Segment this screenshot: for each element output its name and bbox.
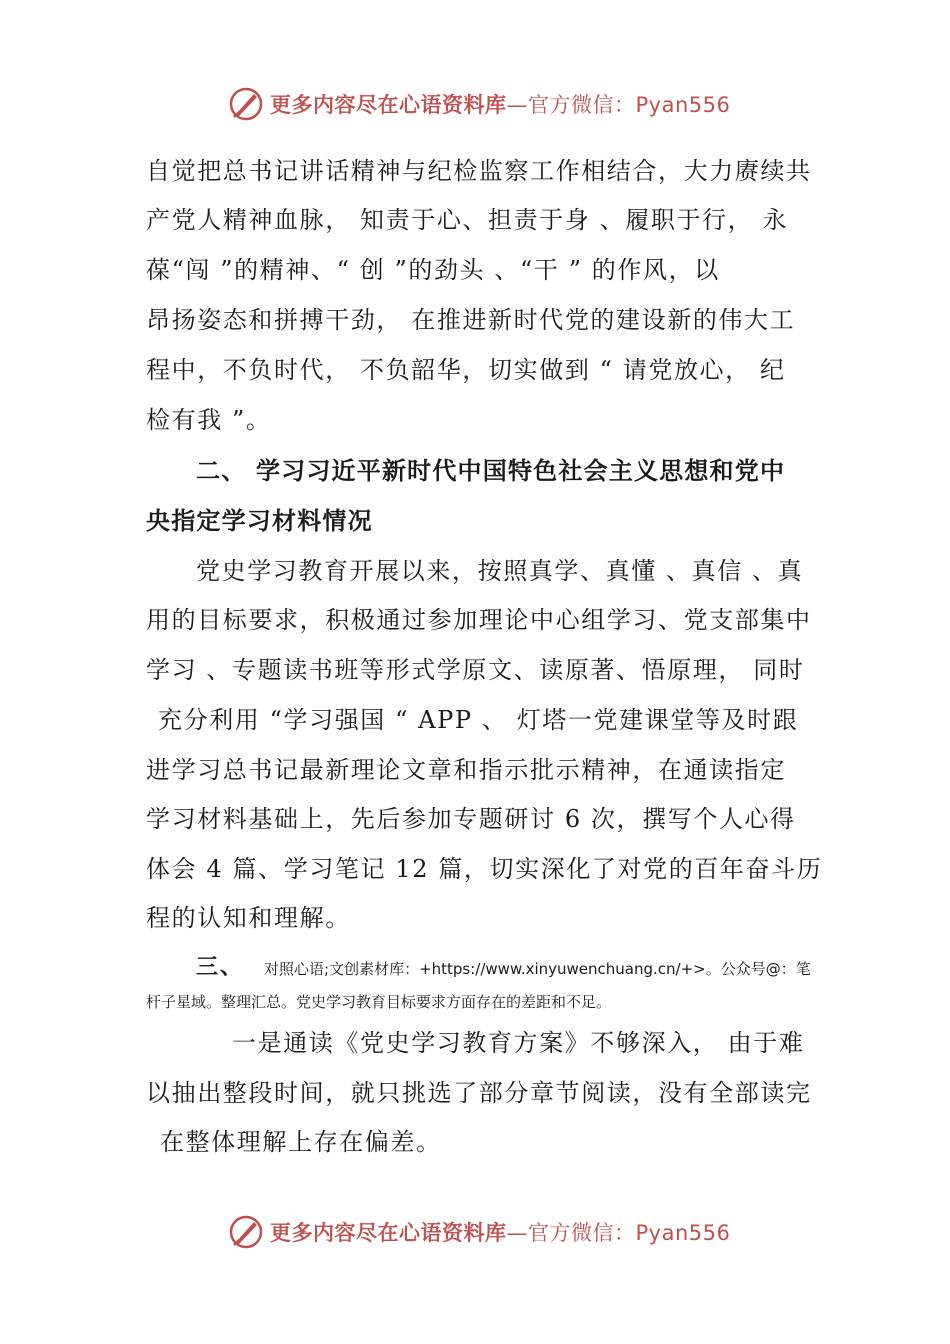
section3-body-line-2: 以抽出整段时间，就只挑选了部分章节阅读，没有全部读完: [146, 1079, 812, 1107]
header-banner: [228, 84, 748, 124]
section2-line-1: 党史学习教育开展以来，按照真学、真懂 、真信 、真: [196, 557, 804, 585]
body-line-1: 自觉把总书记讲话精神与纪检监察工作相结合，大力赓续共: [146, 157, 812, 185]
section3-label: 三、: [196, 955, 245, 980]
quill-logo-icon: [228, 86, 264, 122]
body-line-4: 昂扬姿态和拼搏干劲， 在推进新时代党的建设新的伟大工: [146, 306, 796, 334]
section2-line-5: 进学习总书记最新理论文章和指示批示精神，在通读指定: [146, 756, 786, 784]
body-line-5: 程中，不负时代， 不负韶华，切实做到 “ 请党放心， 纪: [146, 356, 786, 384]
footer-banner-text: [270, 1217, 730, 1247]
section3-small-line2: 杆子星域。整理汇总。党史学习教育目标要求方面存在的差距和不足。: [146, 993, 612, 1011]
footer-banner-title: 更多内容尽在心语资料库: [270, 1221, 507, 1245]
section2-heading-line1: 二、 学习习近平新时代中国特色社会主义思想和党中: [196, 457, 786, 485]
section3-line-1: [146, 955, 811, 980]
body-line-2: 产党人精神血脉， 知责于心、担责于身 、履职于行， 永: [146, 206, 789, 234]
body-line-6: 检有我 ”。: [146, 406, 272, 434]
section2-line-7: 体会 4 篇、学习笔记 12 篇，切实深化了对党的百年奋斗历: [146, 855, 823, 883]
section2-line-2: 用的目标要求，积极通过参加理论中心组学习、党支部集中: [146, 606, 812, 634]
section2-line-6: 学习材料基础上，先后参加专题研讨 6 次，撰写个人心得: [146, 805, 796, 833]
section2-heading-line2: 央指定学习材料情况: [146, 507, 373, 535]
footer-banner-dash: —: [506, 1221, 528, 1245]
header-banner-dash: —: [506, 93, 528, 117]
footer-banner: [228, 1212, 748, 1252]
section3-body-line-1: 一是通读《党史学习教育方案》不够深入， 由于难: [232, 1029, 805, 1057]
footer-banner-wechat: 官方微信：Pyan556: [528, 1221, 731, 1245]
header-banner-title: 更多内容尽在心语资料库: [270, 93, 507, 117]
section2-line-4: 充分利用 “学习强国 “ APP 、 灯塔一党建课堂等及时跟: [158, 706, 799, 734]
header-banner-wechat: 官方微信：Pyan556: [528, 93, 731, 117]
section3-small-line1: 对照心语;文创素材库：+https://www.xinyuwenchuang.cn/+>。公众号@：笔: [264, 960, 811, 978]
body-line-3: 葆“闯 ”的精神、“ 创 ”的劲头 、“干 ” 的作风，以: [146, 256, 720, 284]
header-banner-text: [270, 89, 730, 119]
section2-line-8: 程的认知和理解。: [146, 904, 351, 932]
quill-logo-icon: [228, 1214, 264, 1250]
section3-body-line-3: 在整体理解上存在偏差。: [160, 1128, 442, 1156]
section2-line-3: 学习 、专题读书班等形式学原文、读原著、悟原理， 同时: [146, 656, 805, 684]
